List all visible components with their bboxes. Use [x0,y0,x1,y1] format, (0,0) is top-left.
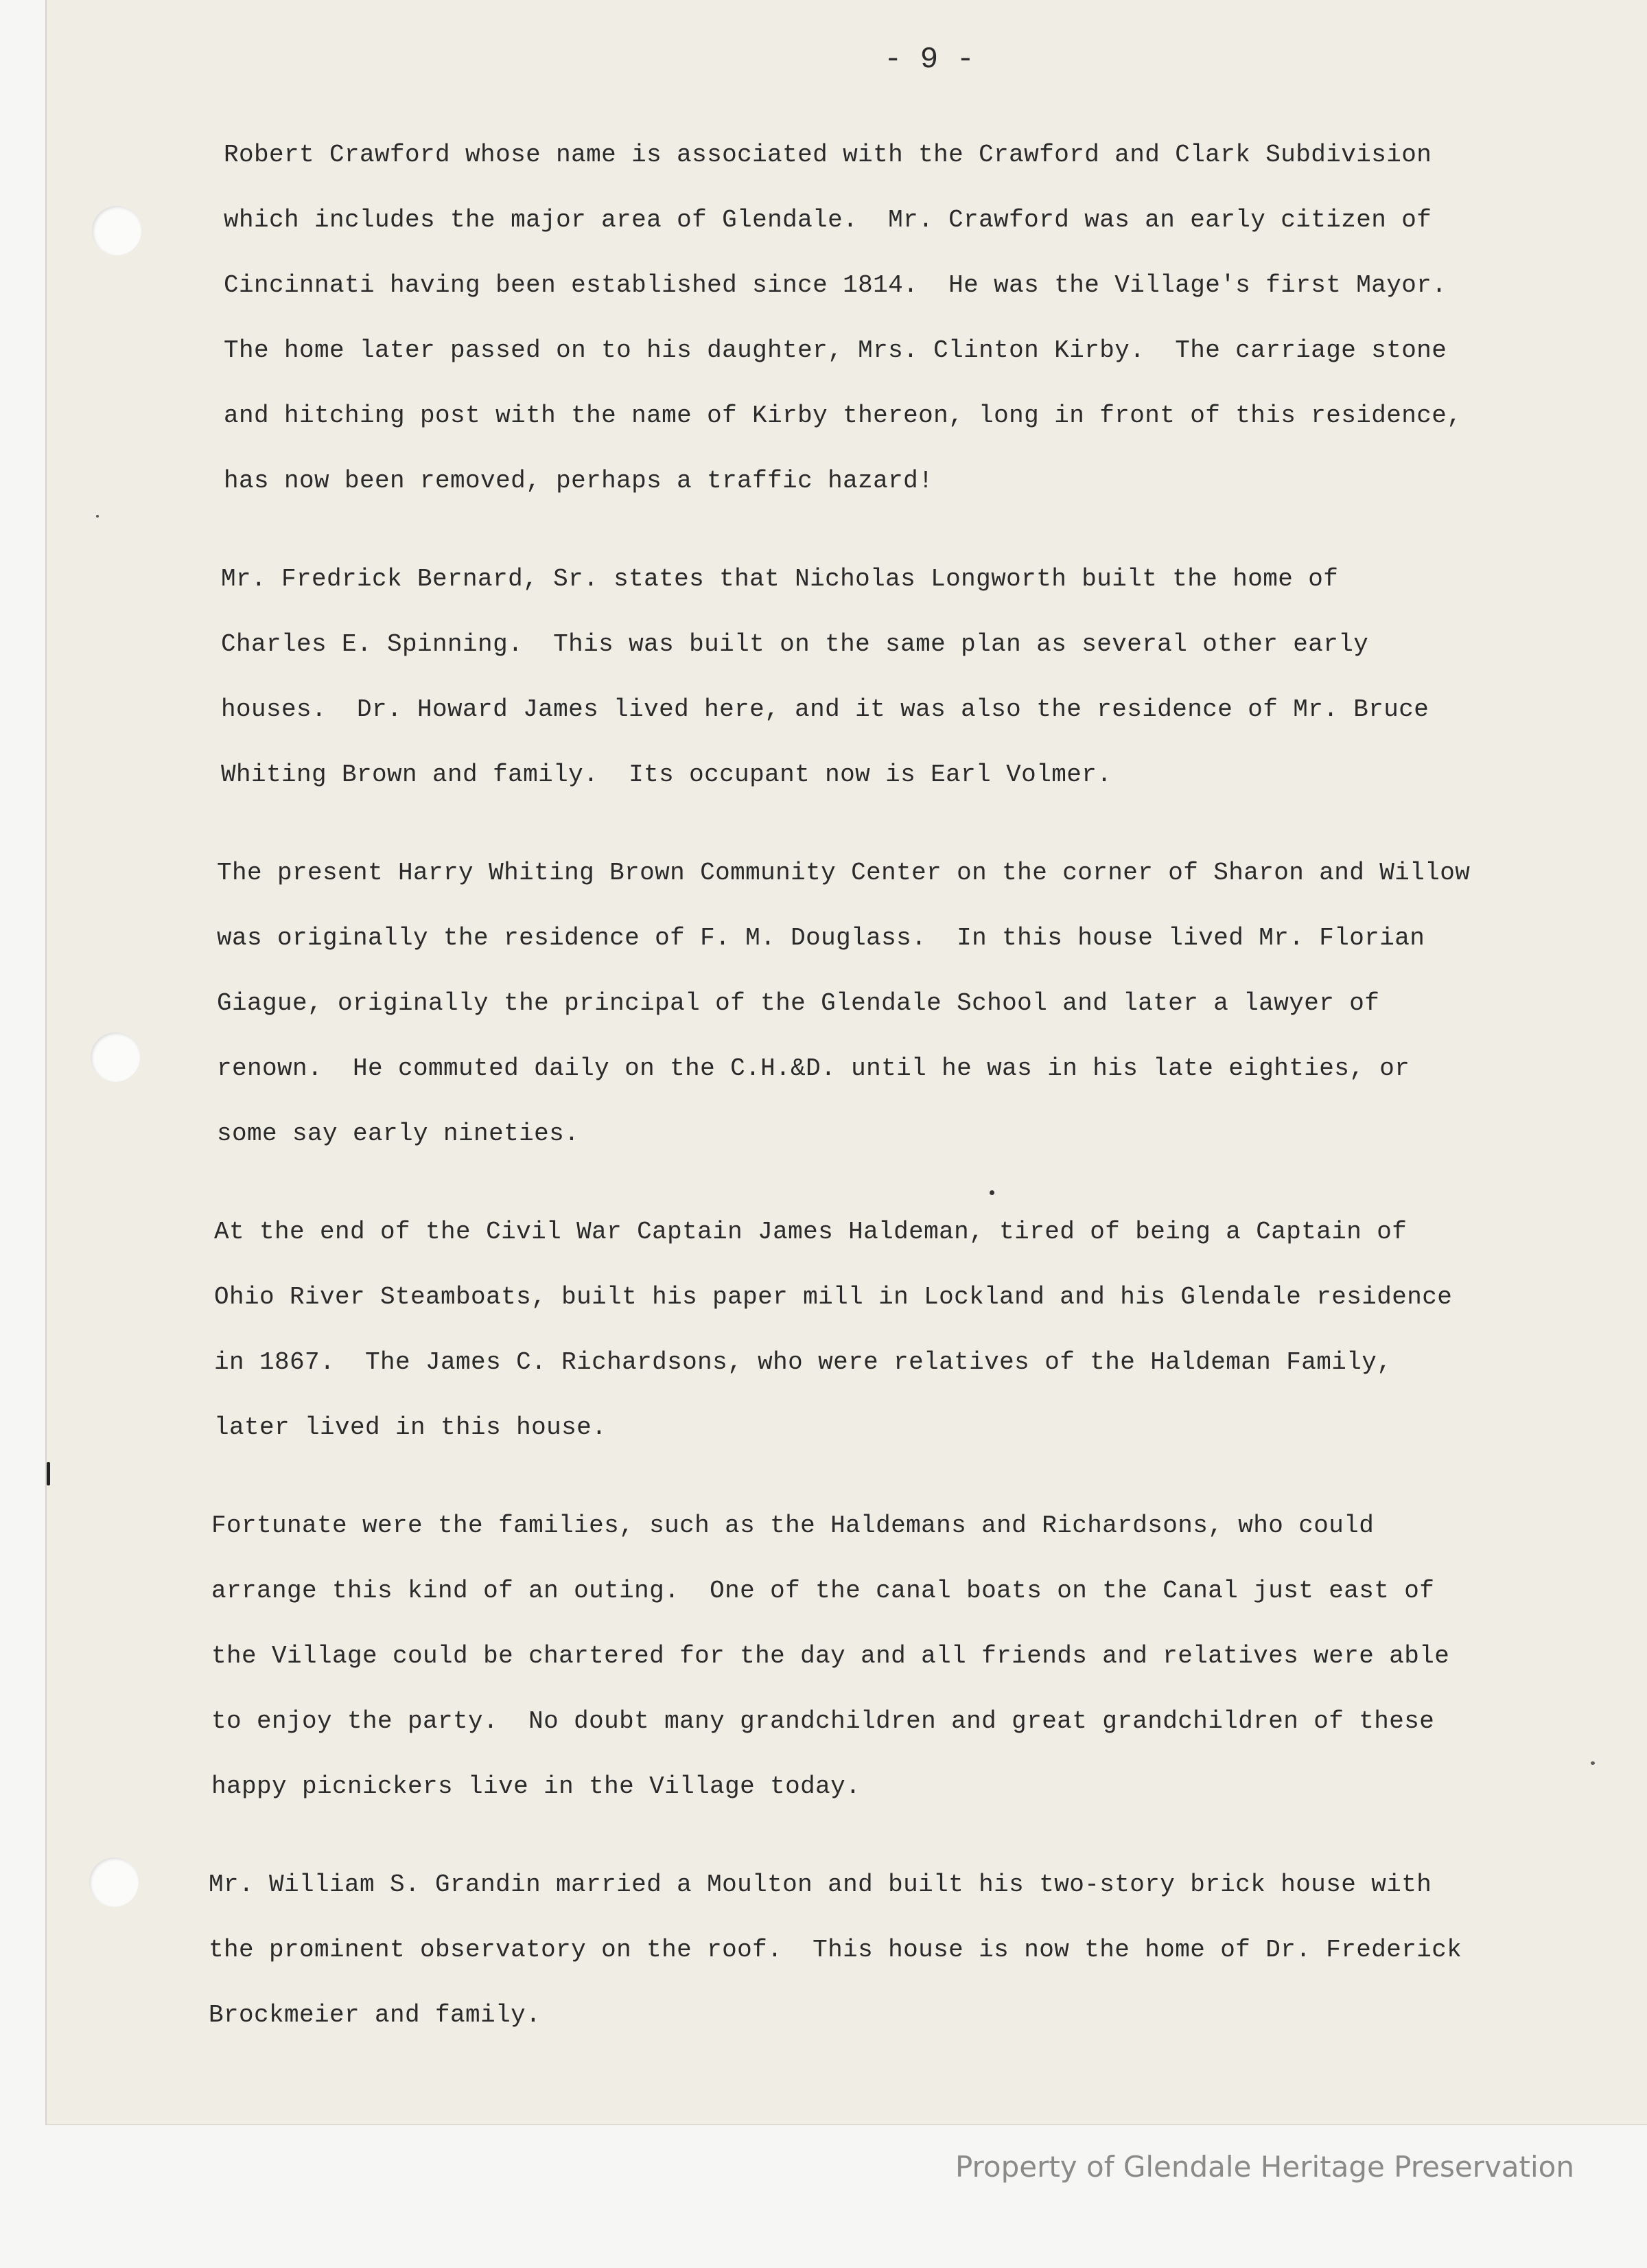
text-line: The present Harry Whiting Brown Community Center on the corner of Sharon and Willow [217,859,1471,887]
ownership-watermark: Property of Glendale Heritage Preservation [955,2150,1574,2184]
text-line: Ohio River Steamboats, built his paper mill in Lockland and his Glendale residence [214,1283,1453,1311]
text-line: the Village could be chartered for the day and all friends and relatives were able [211,1642,1450,1670]
paragraph-crawford [206,122,1599,513]
paragraph-canal-outing [206,1493,1599,1819]
text-line: At the end of the Civil War Captain James Haldeman, tired of being a Captain of [214,1218,1407,1246]
text-line: some say early nineties. [217,1120,580,1148]
paragraph-spinning [206,546,1599,807]
text-line: which includes the major area of Glendale. Mr. Crawford was an early citizen of [224,206,1432,234]
text-line: in 1867. The James C. Richardsons, who were relatives of the Haldeman Family, [214,1348,1392,1376]
text-line: renown. He commuted daily on the C.H.&D. until he was in his late eighties, or [217,1054,1410,1083]
body-text [206,122,1599,2081]
page-number: - 9 - [884,43,975,77]
binder-hole-bottom [89,1858,139,1907]
paper-speck [96,515,99,518]
text-line: Whiting Brown and family. Its occupant now is Earl Volmer. [221,761,1112,789]
text-line: Giague, originally the principal of the Glendale School and later a lawyer of [217,989,1380,1017]
binder-hole-top [92,206,141,255]
paragraph-community-center [206,840,1599,1166]
text-line: Mr. William S. Grandin married a Moulton and built his two-story brick house with [209,1871,1432,1899]
text-line: later lived in this house. [214,1413,607,1442]
text-line: to enjoy the party. No doubt many grandchildren and great grandchildren of these [211,1707,1435,1735]
text-line: the prominent observatory on the roof. This house is now the home of Dr. Frederick [209,1936,1462,1964]
margin-mark [47,1462,50,1485]
text-line: Cincinnati having been established since 1814. He was the Village's first Mayor. [224,271,1447,299]
text-line: houses. Dr. Howard James lived here, and it was also the residence of Mr. Bruce [221,695,1429,724]
text-line: was originally the residence of F. M. Douglass. In this house lived Mr. Florian [217,924,1425,952]
text-line: happy picnickers live in the Village today. [211,1772,861,1801]
text-line: has now been removed, perhaps a traffic hazard! [224,467,934,495]
text-line: Fortunate were the families, such as the Haldemans and Richardsons, who could [211,1512,1375,1540]
text-line: Mr. Fredrick Bernard, Sr. states that Nicholas Longworth built the home of [221,565,1339,593]
paragraph-haldeman [206,1199,1599,1460]
text-line: Brockmeier and family. [209,2001,541,2029]
text-line: and hitching post with the name of Kirby thereon, long in front of this residence, [224,402,1462,430]
paragraph-grandin [206,1852,1599,2048]
text-line: Charles E. Spinning. This was built on the same plan as several other early [221,630,1369,658]
binder-hole-middle [91,1032,140,1082]
text-line: arrange this kind of an outing. One of the canal boats on the Canal just east of [211,1577,1435,1605]
text-line: Robert Crawford whose name is associated with the Crawford and Clark Subdivision [224,141,1432,169]
text-line: The home later passed on to his daughter, Mrs. Clinton Kirby. The carriage stone [224,336,1447,364]
